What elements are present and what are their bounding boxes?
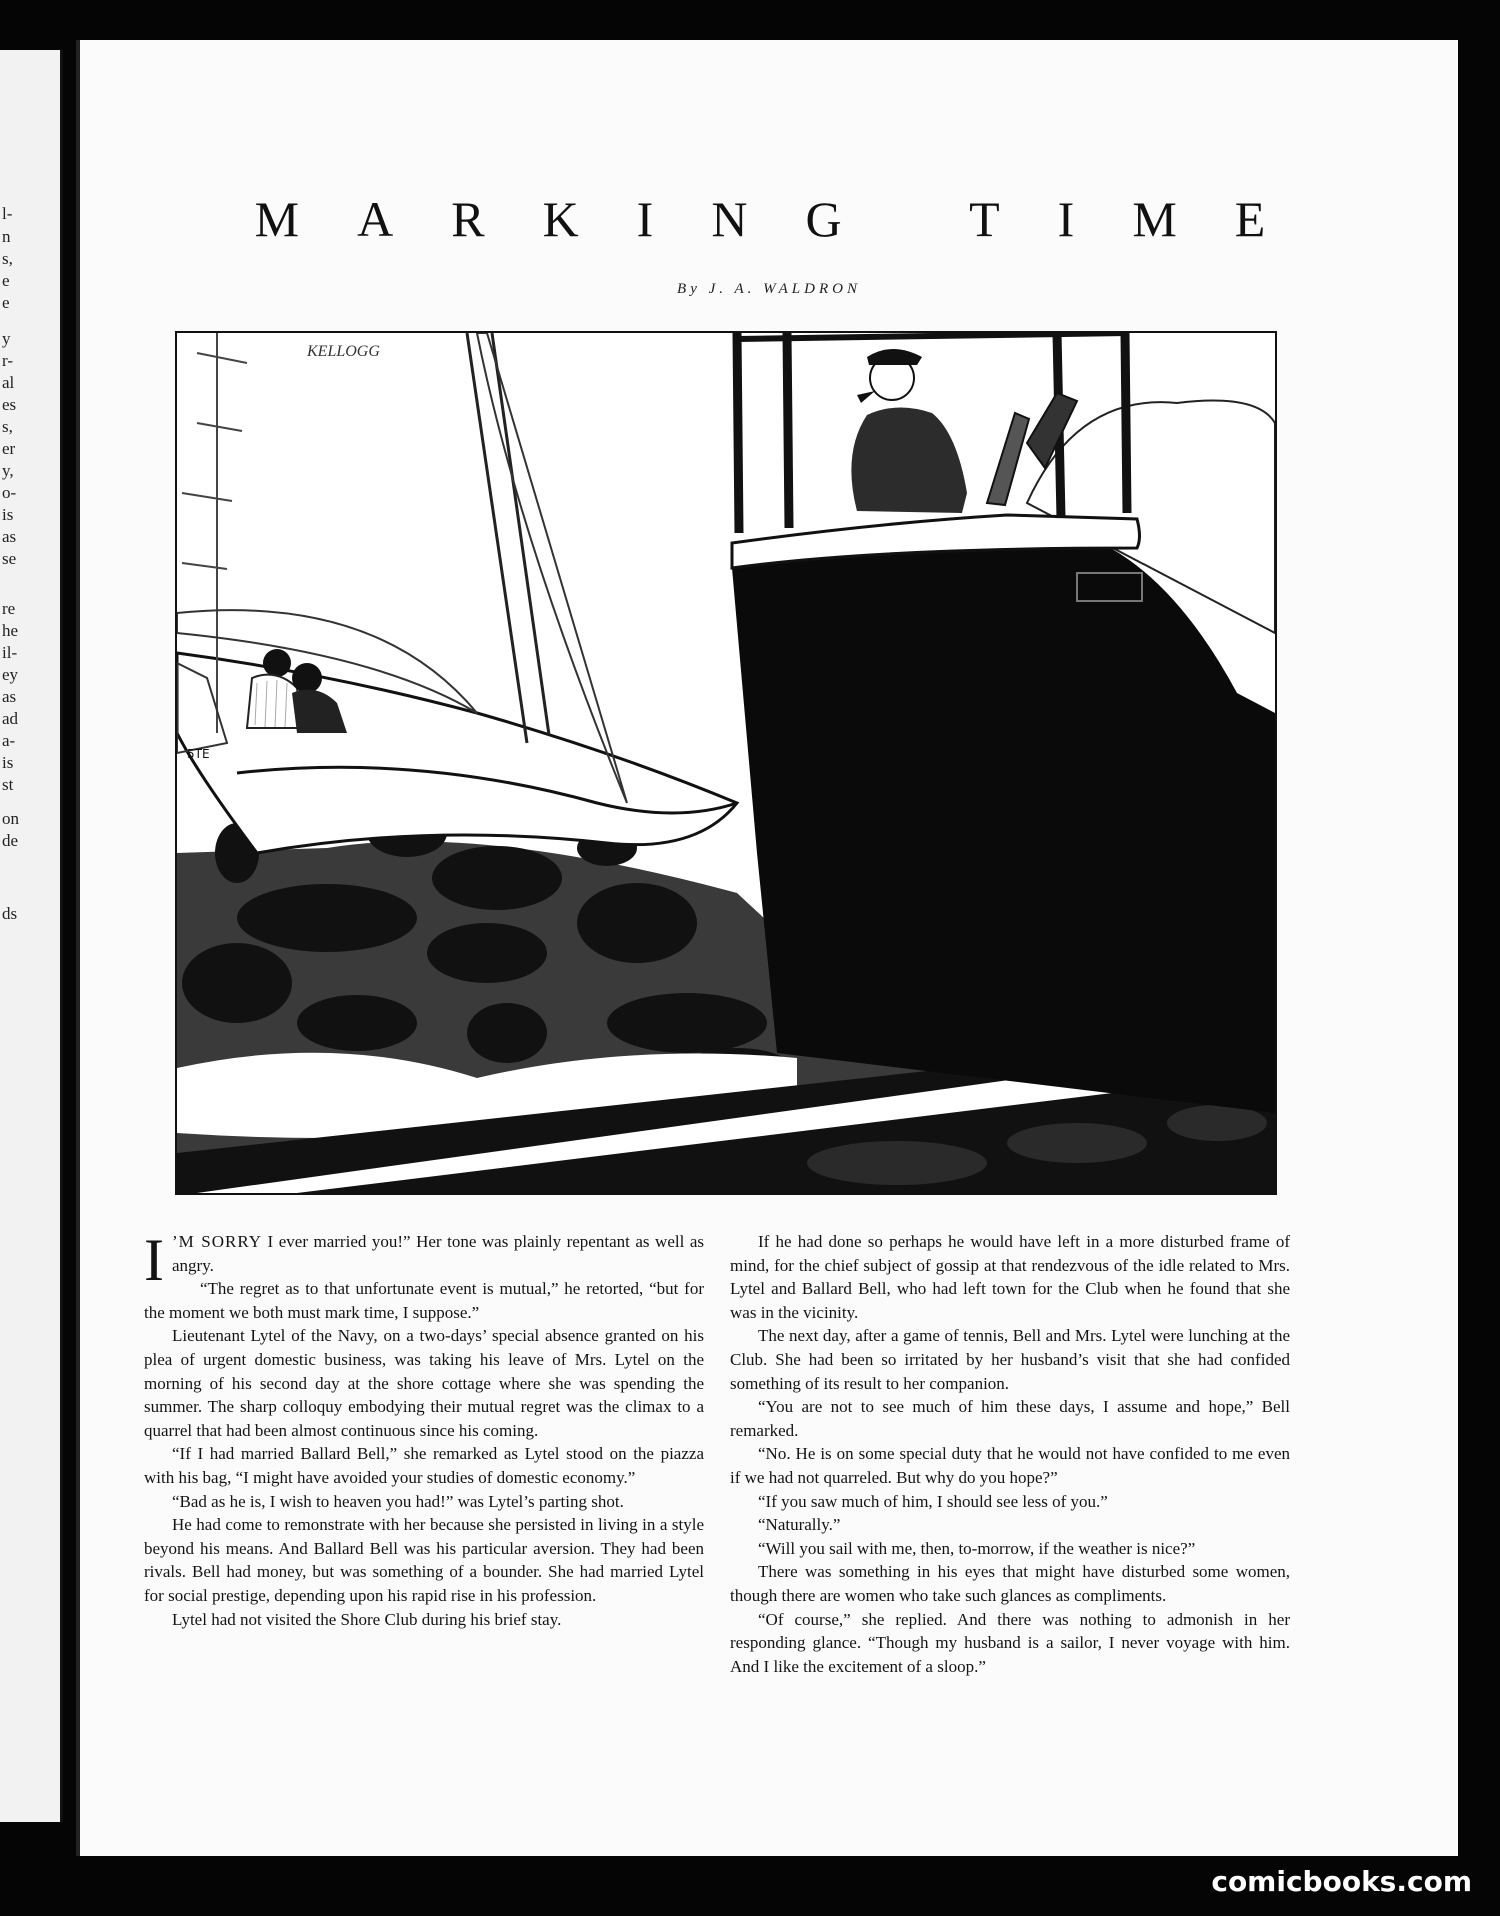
paragraph-text: If he had done so perhaps he would have left in a more disturbed frame of mind, for the chief subject of gossip at that rendezvous of the idle related to Mrs. Lytel and Ballard Bell, who had left town for the Club when he found that she was in the vicinity. [730,1232,1290,1322]
left-page-text-fragment: se [2,549,17,568]
submarine-sailboat-drawing [177,333,1275,1193]
story-paragraph [730,1230,1290,1324]
text-column-right [730,1230,1290,1678]
left-page-text-fragment: l- [2,204,13,223]
drop-cap: I [144,1227,164,1293]
left-page-text-fragment: as [2,687,17,706]
left-page-text-fragment: o- [2,483,17,502]
story-paragraph [730,1395,1290,1442]
hull-number: 5TE [187,747,210,761]
paragraph-text: “You are not to see much of him these days, I assume and hope,” Bell remarked. [730,1397,1290,1440]
story-paragraph [144,1442,704,1489]
story-paragraph [730,1442,1290,1489]
left-page-edge [0,50,63,1822]
paragraph-text: Lieutenant Lytel of the Navy, on a two-days’ special absence granted on his plea of urgent domestic business, was taking his leave of Mrs. Lytel on the morning of his second day at the shore cottage where she was spending the summer. The sharp colloquy embodying their mutual regret was the climax to a quarrel that had been almost continuous since his coming. [144,1326,704,1440]
paragraph-text: “The regret as to that unfortunate event is mutual,” he retorted, “but for the moment we both must mark time, I suppose.” [144,1279,704,1322]
watermark: comicbooks.com [1211,1865,1472,1898]
left-page-text-fragment: he [2,621,19,640]
paragraph-text: Lytel had not visited the Shore Club during his brief stay. [172,1609,562,1629]
paragraph-text: “Bad as he is, I wish to heaven you had!” was Lytel’s parting shot. [172,1491,624,1511]
story-paragraph [730,1324,1290,1395]
left-page-text-fragment: e [2,271,10,290]
paragraph-text: The next day, after a game of tennis, Bell and Mrs. Lytel were lunching at the Club. She had been so irritated by her husband’s visit that she had confided something of its result to her companion. [730,1326,1290,1393]
paragraph-text: I ever married you!” Her tone was plainly repentant as well as angry. [171,1232,704,1275]
paragraph-text: “Naturally.” [758,1515,841,1535]
left-page-text-fragment: ds [2,904,18,923]
left-page-text-fragment: y [2,329,11,348]
story-paragraph [730,1608,1290,1679]
left-page-text-fragment: al [2,373,15,392]
left-page-text-fragment: e [2,293,10,312]
left-page-text-fragment: de [2,831,19,850]
left-page-text-fragment: ad [2,709,19,728]
left-page-text-fragment: ey [2,665,19,684]
left-page-text-fragment: on [2,809,19,828]
left-page-text-fragment: as [2,527,17,546]
left-page-text-fragment: is [2,753,14,772]
paragraph-text: He had come to remonstrate with her because she persisted in living in a style beyond his means. And Ballard Bell was his particular aversion. They had been rivals. Bell had money, but was something of a bounder. She had married Lytel for social prestige, depending upon his rapid rise in his profession. [144,1515,704,1605]
paragraph-text: “If you saw much of him, I should see less of you.” [758,1491,1108,1511]
left-page-text-fragment: n [2,227,11,246]
story-paragraph [730,1490,1290,1514]
lead-in-text: ’M SORRY [171,1232,263,1251]
story-paragraph [144,1324,704,1442]
paragraph-text: “Will you sail with me, then, to-morrow, if the weather is nice?” [758,1538,1196,1558]
left-page-text-fragment: r- [2,351,13,370]
story-illustration [175,331,1277,1195]
story-paragraph [144,1277,704,1324]
paragraph-text: “If I had married Ballard Bell,” she remarked as Lytel stood on the piazza with his bag, “I might have avoided your studies of domestic economy.” [144,1444,704,1487]
left-page-text-fragment: st [2,775,14,794]
story-title: MARKING TIME [254,191,1324,247]
left-page-text-fragment: er [2,439,16,458]
text-column-left [144,1227,704,1631]
story-paragraph [144,1513,704,1607]
story-paragraph [730,1513,1290,1537]
left-page-text-fragment: s, [2,249,13,268]
story-paragraph [730,1537,1290,1561]
left-page-text-fragment: a- [2,731,16,750]
left-page-text-fragment: s, [2,417,13,436]
left-page-text-fragment: es [2,395,17,414]
left-page-text-fragment: is [2,505,14,524]
story-paragraph [144,1490,704,1514]
paragraph-text: “Of course,” she replied. And there was nothing to admonish in her responding glance. “Though my husband is a sailor, I never voyage with him. And I like the excitement of a sloop.” [730,1609,1290,1676]
magazine-page [76,40,1458,1856]
left-page-text-fragment: y, [2,461,14,480]
byline: By J. A. WALDRON [677,281,861,297]
left-page-text-fragment: re [2,599,16,618]
story-paragraph [144,1227,704,1293]
left-page-text-fragment: il- [2,643,18,662]
story-paragraph [730,1560,1290,1607]
paragraph-text: There was something in his eyes that might have disturbed some women, though there are women who take such glances as compliments. [730,1562,1290,1605]
artist-signature: KELLOGG [307,343,380,360]
story-paragraph [144,1608,704,1632]
paragraph-text: “No. He is on some special duty that he would not have confided to me even if we had not quarreled. But why do you hope?” [730,1444,1290,1487]
